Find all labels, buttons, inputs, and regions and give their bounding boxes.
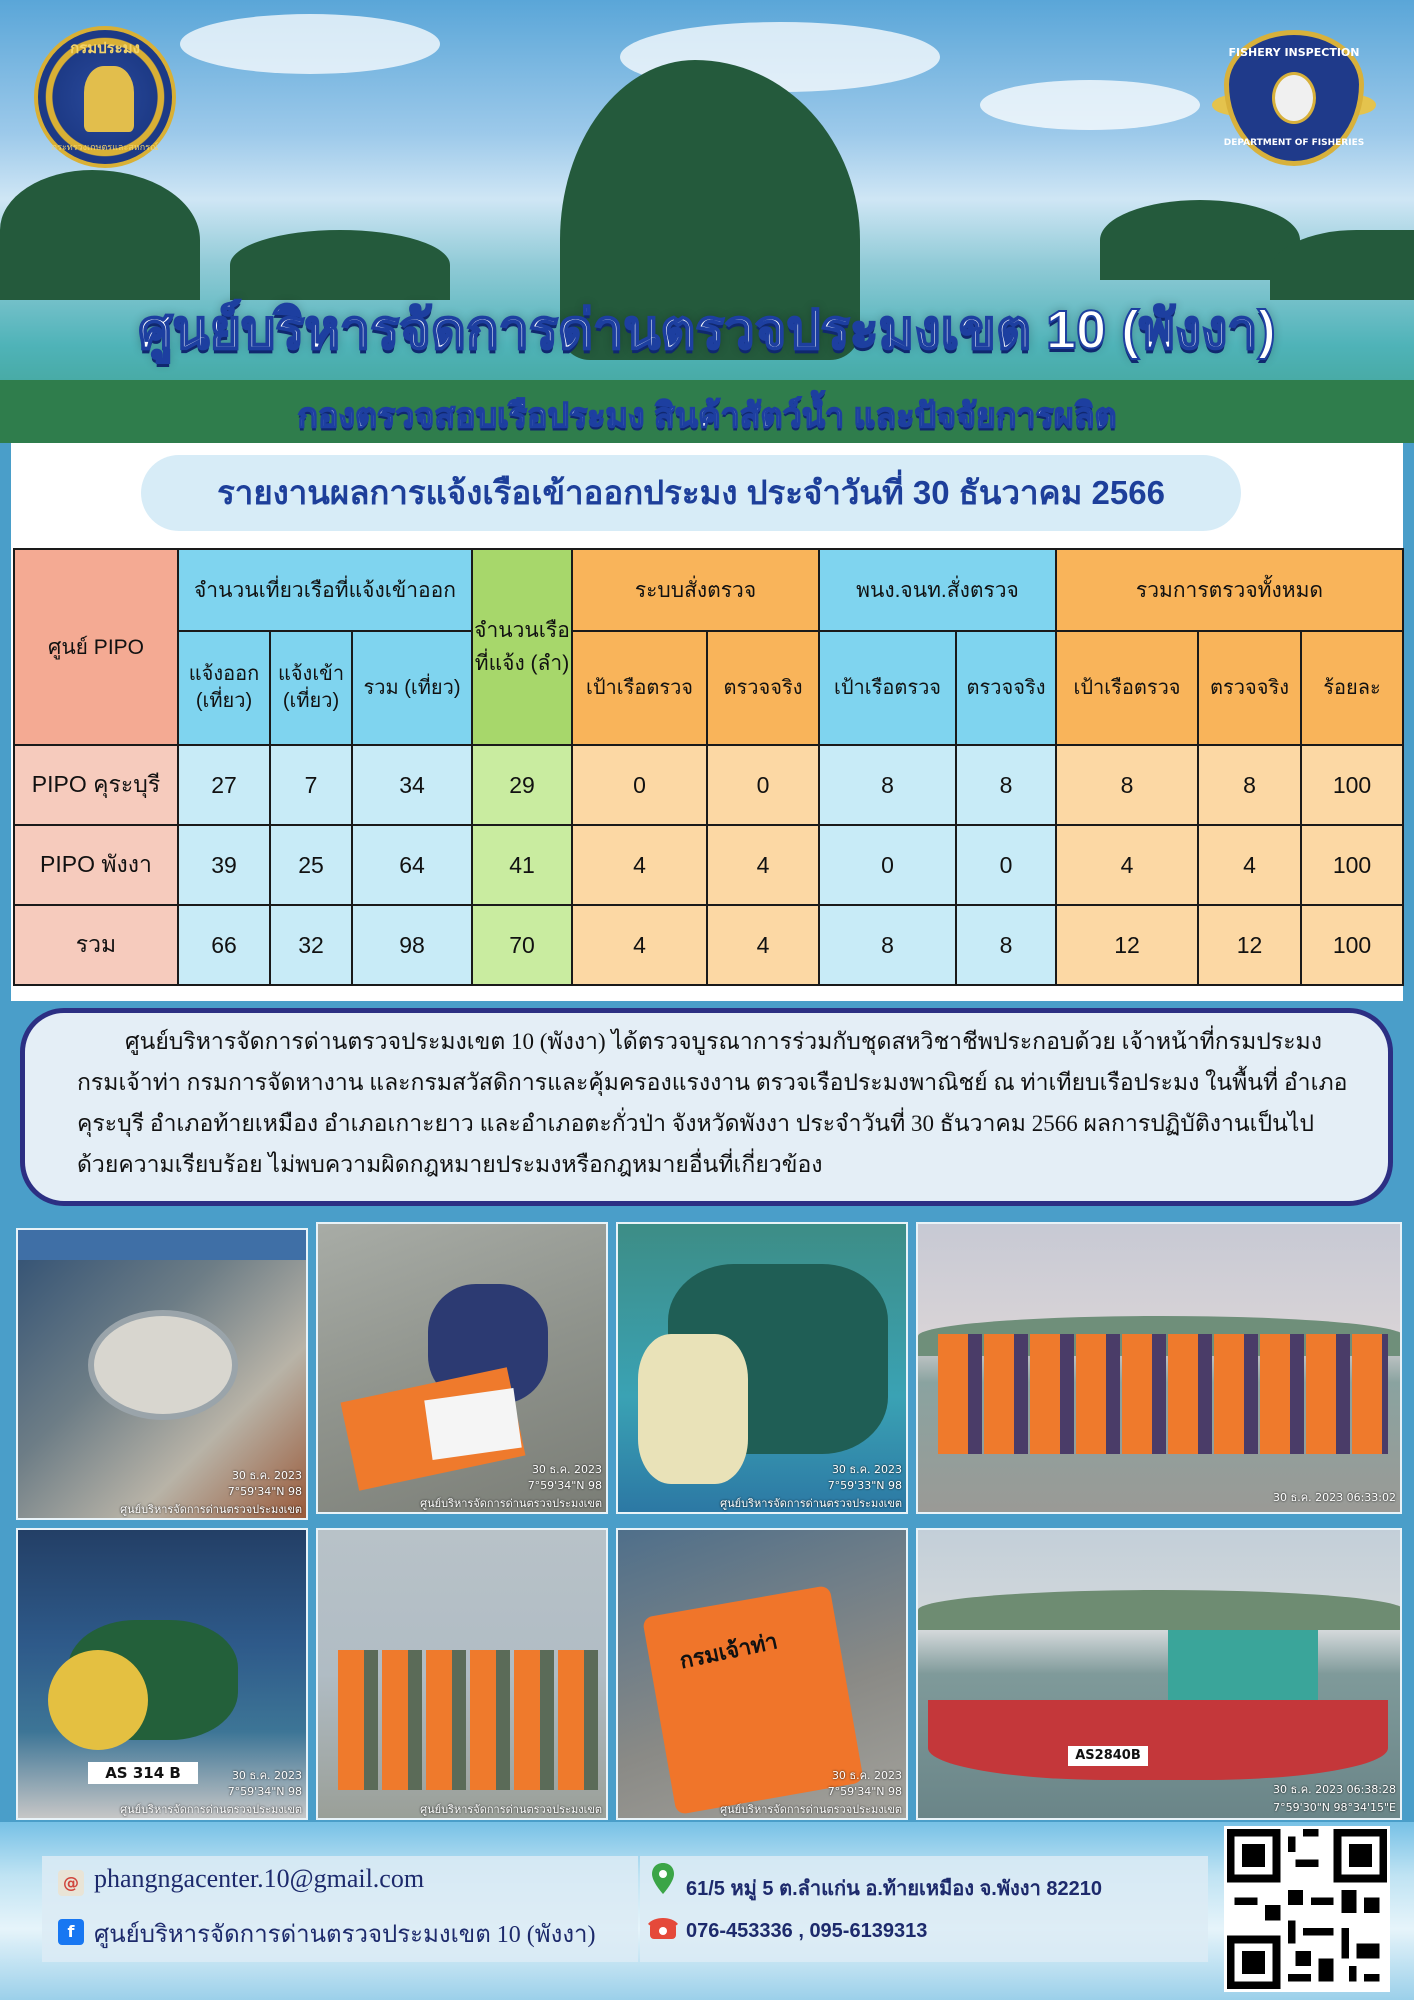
photo-coordinates: 7°59'34"N 98 — [827, 1785, 902, 1798]
boat-rail-shape — [18, 1230, 308, 1260]
photo-coordinates: 7°59'30"N 98°34'15"E — [1273, 1801, 1396, 1814]
cell-sys-actual: 4 — [707, 905, 819, 985]
logo-right-text-top: FISHERY INSPECTION — [1228, 46, 1360, 59]
summary-text: ศูนย์บริหารจัดการด่านตรวจประมงเขต 10 (พังงา) ได้ตรวจบูรณาการร่วมกับชุดสหวิชาชีพประกอบด้วย เจ้าหน้าที่กรมประมง กรมเจ้าท่า กรมการจัดหางาน และกรมสวัสดิการและคุ้มครองแรงงาน ตรวจเรือประมงพาณิชย์ ณ ท่าเทียบเรือประมง ในพื้นที่ อำเภอคุระบุรี อำเภอท้ายเหมือง อำเภอเกาะยาว และอำเภอตะกั่วป่า จังหวัดพังงา ประจำวันที่ 30 ธันวาคม 2566 ผลการปฏิบัติงานเป็นไปด้วยความเรียบร้อย ไม่พบความผิดกฎหมายประมงหรือกฎหมายอื่นที่เกี่ยวข้อง — [77, 1029, 1348, 1177]
floats-shape — [48, 1650, 148, 1750]
cell-boats: 70 — [472, 905, 572, 985]
photo-timestamp: 30 ธ.ค. 2023 06:38:28 — [1273, 1783, 1396, 1796]
photo-fish-baskets — [16, 1228, 308, 1520]
cell-off-actual: 8 — [956, 905, 1056, 985]
cell-off-actual: 0 — [956, 825, 1056, 905]
report-panel — [11, 443, 1403, 1001]
header-boats: จำนวนเรือที่แจ้ง (ลำ) — [472, 549, 572, 745]
cell-percent: 100 — [1301, 745, 1403, 825]
photo-watermark: ศูนย์บริหารจัดการด่านตรวจประมงเขต — [120, 1503, 302, 1516]
photo-timestamp: 30 ธ.ค. 2023 — [831, 1463, 902, 1476]
cell-tot-target: 12 — [1056, 905, 1198, 985]
cell-out: 39 — [178, 825, 270, 905]
location-pin-icon — [650, 1862, 676, 1896]
cell-sys-actual: 0 — [707, 745, 819, 825]
operation-summary — [20, 1008, 1393, 1206]
cell-tot-target: 8 — [1056, 745, 1198, 825]
qr-code[interactable] — [1224, 1826, 1390, 1992]
cell-sys-actual: 4 — [707, 825, 819, 905]
cell-in: 32 — [270, 905, 352, 985]
cell-tot-actual: 8 — [1198, 745, 1301, 825]
header-total-group: รวมการตรวจทั้งหมด — [1056, 549, 1403, 631]
cell-center: PIPO พังงา — [14, 825, 178, 905]
email-link[interactable]: phangngacenter.10@gmail.com — [94, 1864, 425, 1893]
page-title: ศูนย์บริหารจัดการด่านตรวจประมงเขต 10 (พังงา) — [138, 300, 1276, 360]
photo-watermark: ศูนย์บริหารจัดการด่านตรวจประมงเขต — [720, 1497, 902, 1510]
photo-team-group-pier — [916, 1222, 1402, 1514]
header-percent: ร้อยละ — [1301, 631, 1403, 745]
photo-coordinates: 7°59'33"N 98 — [827, 1479, 902, 1492]
table-row — [14, 745, 1403, 825]
cell-off-target: 8 — [819, 745, 956, 825]
department-of-fisheries-logo — [34, 26, 176, 168]
phone-text: 076-453336 , 095-6139313 — [686, 1920, 928, 1942]
header-sys-actual: ตรวจจริง — [707, 631, 819, 745]
header-off-actual: ตรวจจริง — [956, 631, 1056, 745]
vest-label: กรมเจ้าท่า — [677, 1629, 780, 1675]
people-shape — [938, 1334, 1388, 1454]
cell-sum: 64 — [352, 825, 472, 905]
photo-coordinates: 7°59'34"N 98 — [527, 1479, 602, 1492]
header-off-target: เป้าเรือตรวจ — [819, 631, 956, 745]
cell-percent: 100 — [1301, 825, 1403, 905]
paper-shape — [424, 1388, 521, 1460]
cell-boats: 29 — [472, 745, 572, 825]
cell-in: 25 — [270, 825, 352, 905]
photo-timestamp: 30 ธ.ค. 2023 — [831, 1769, 902, 1782]
photo-net-on-boat — [16, 1528, 308, 1820]
phone-icon — [646, 1915, 680, 1941]
boat-registration: AS2840B — [1068, 1746, 1148, 1766]
header-banner — [0, 0, 1414, 443]
photo-fishing-net — [616, 1222, 908, 1514]
page-subtitle: กองตรวจสอบเรือประมง สินค้าสัตว์น้ำ และปัจจัยการผลิต — [297, 397, 1117, 435]
photo-inspector-writing — [316, 1222, 608, 1514]
island-left — [0, 170, 200, 300]
header-sum: รวม (เที่ยว) — [352, 631, 472, 745]
cell-sum: 98 — [352, 905, 472, 985]
email-icon: @ — [58, 1870, 84, 1896]
header-officer-group: พนง.จนท.สั่งตรวจ — [819, 549, 1056, 631]
cell-tot-target: 4 — [1056, 825, 1198, 905]
cell-sys-target: 0 — [572, 745, 707, 825]
header-out: แจ้งออก (เที่ยว) — [178, 631, 270, 745]
boat-hull-shape — [928, 1700, 1388, 1780]
header-system-group: ระบบสั่งตรวจ — [572, 549, 819, 631]
basket-shape — [88, 1310, 238, 1420]
badge-core-icon — [1272, 72, 1316, 124]
cell-percent: 100 — [1301, 905, 1403, 985]
table-row — [14, 825, 1403, 905]
cell-tot-actual: 12 — [1198, 905, 1301, 985]
cell-out: 66 — [178, 905, 270, 985]
photo-coordinates: 7°59'34"N 98 — [227, 1785, 302, 1798]
cell-off-target: 8 — [819, 905, 956, 985]
hills-shape — [918, 1590, 1402, 1630]
cell-sys-target: 4 — [572, 905, 707, 985]
logo-left-text-bottom: กระทรวงเกษตรและสหกรณ์ — [51, 143, 159, 153]
logo-left-text-top: กรมประมง — [70, 39, 140, 57]
photo-coordinates: 7°59'34"N 98 — [227, 1485, 302, 1498]
photo-fishing-boat-harbor — [916, 1528, 1402, 1820]
photo-timestamp: 30 ธ.ค. 2023 — [231, 1769, 302, 1782]
report-title: รายงานผลการแจ้งเรือเข้าออกประมง ประจำวันที่ 30 ธันวาคม 2566 — [141, 455, 1241, 531]
cloud — [180, 14, 440, 74]
facebook-icon: f — [58, 1919, 84, 1945]
photo-timestamp: 30 ธ.ค. 2023 — [531, 1463, 602, 1476]
cell-off-actual: 8 — [956, 745, 1056, 825]
photo-watermark: ศูนย์บริหารจัดการด่านตรวจประมงเขต — [720, 1803, 902, 1816]
cloud — [980, 80, 1200, 130]
logo-right-text-bottom: DEPARTMENT OF FISHERIES — [1223, 138, 1365, 148]
cell-sum: 34 — [352, 745, 472, 825]
photo-marine-officer — [616, 1528, 908, 1820]
floats-shape — [638, 1334, 748, 1484]
photo-timestamp: 30 ธ.ค. 2023 — [231, 1469, 302, 1482]
cell-boats: 41 — [472, 825, 572, 905]
facebook-link[interactable]: ศูนย์บริหารจัดการด่านตรวจประมงเขต 10 (พังงา) — [94, 1922, 596, 1948]
photo-watermark: ศูนย์บริหารจัดการด่านตรวจประมงเขต — [420, 1803, 602, 1816]
photo-watermark: ศูนย์บริหารจัดการด่านตรวจประมงเขต — [120, 1803, 302, 1816]
header-trips-group: จำนวนเที่ยวเรือที่แจ้งเข้าออก — [178, 549, 472, 631]
photo-crew-group — [316, 1528, 608, 1820]
header-tot-target: เป้าเรือตรวจ — [1056, 631, 1198, 745]
header-sys-target: เป้าเรือตรวจ — [572, 631, 707, 745]
header-tot-actual: ตรวจจริง — [1198, 631, 1301, 745]
photo-watermark: ศูนย์บริหารจัดการด่านตรวจประมงเขต — [420, 1497, 602, 1510]
header-center: ศูนย์ PIPO — [14, 549, 178, 745]
cell-in: 7 — [270, 745, 352, 825]
table-row-total — [14, 905, 1403, 985]
pipo-report-table — [13, 548, 1404, 986]
fishery-inspection-logo — [1212, 30, 1376, 170]
cell-sys-target: 4 — [572, 825, 707, 905]
cell-tot-actual: 4 — [1198, 825, 1301, 905]
header-in: แจ้งเข้า (เที่ยว) — [270, 631, 352, 745]
address-text: 61/5 หมู่ 5 ต.ลำแก่น อ.ท้ายเหมือง จ.พังงา 82210 — [686, 1878, 1102, 1900]
cell-off-target: 0 — [819, 825, 956, 905]
cell-out: 27 — [178, 745, 270, 825]
boat-registration: AS 314 B — [88, 1762, 198, 1784]
cell-center: PIPO คุระบุรี — [14, 745, 178, 825]
emblem-icon — [84, 66, 134, 132]
photo-timestamp: 30 ธ.ค. 2023 06:33:02 — [1273, 1491, 1396, 1504]
cell-center: รวม — [14, 905, 178, 985]
people-shape — [338, 1650, 598, 1790]
